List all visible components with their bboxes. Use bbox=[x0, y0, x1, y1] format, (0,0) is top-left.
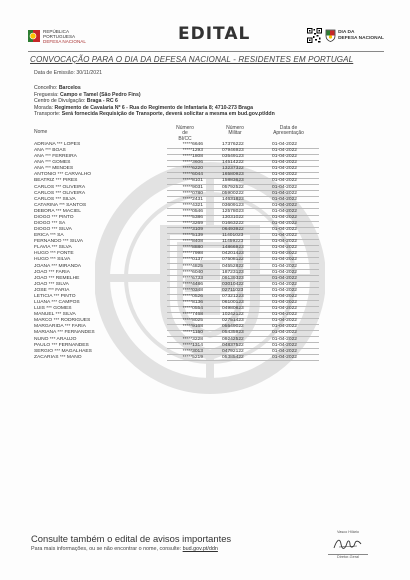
cell-date: 01-04-2022 bbox=[272, 263, 298, 269]
issue-date: Data de Emissão: 30/11/2021 bbox=[34, 70, 102, 76]
republic-flag-emblem-icon bbox=[28, 29, 40, 43]
signature-name: Vasco Hilário bbox=[336, 530, 360, 534]
cell-militar: 18723123 bbox=[222, 269, 244, 275]
cell-militar: 09139323 bbox=[222, 275, 244, 281]
cell-date: 01-04-2022 bbox=[272, 166, 298, 172]
col-bi-line-3: BI/CC bbox=[178, 135, 192, 142]
cell-name: ERICA *** SA bbox=[34, 233, 64, 239]
footer-link[interactable]: bud.gov.pt/ddn bbox=[182, 546, 218, 552]
cell-date: 01-04-2022 bbox=[272, 245, 298, 251]
concelho-value: Barcelos bbox=[58, 85, 81, 91]
cell-date: 01-04-2022 bbox=[272, 354, 298, 360]
transporte-label: Transporte: bbox=[34, 111, 61, 118]
cell-date: 01-04-2022 bbox=[272, 142, 298, 147]
cell-name: ANA *** MENDES bbox=[34, 166, 74, 172]
logo-line-2: PORTUGUESA bbox=[43, 33, 76, 39]
cell-date: 01-04-2022 bbox=[272, 275, 298, 281]
cell-militar: 03549123 bbox=[222, 154, 244, 160]
info-concelho bbox=[34, 85, 275, 92]
signature-title: Diretor-Geral bbox=[337, 555, 359, 560]
cell-date: 01-04-2022 bbox=[272, 287, 298, 293]
info-block bbox=[34, 85, 275, 118]
cell-date: 01-04-2022 bbox=[272, 281, 298, 287]
cell-militar: 03010422 bbox=[222, 281, 244, 287]
cell-date: 01-04-2022 bbox=[272, 269, 298, 275]
cell-bi: *****5139 bbox=[182, 233, 203, 239]
cell-name: JOAO *** SILVA bbox=[34, 281, 69, 287]
col-header-bi bbox=[167, 126, 203, 142]
cell-militar: 07508122 bbox=[222, 257, 244, 263]
cell-bi: *****1150 bbox=[182, 330, 203, 336]
cell-date: 01-04-2022 bbox=[272, 233, 298, 239]
cell-bi: *****0137 bbox=[182, 257, 203, 263]
cell-militar: 05900222 bbox=[222, 190, 244, 196]
cell-bi: *****8101 bbox=[182, 178, 203, 184]
cell-militar: 05792522 bbox=[222, 184, 244, 190]
cell-militar: 15883623 bbox=[222, 178, 244, 184]
cell-bi: *****4486 bbox=[182, 281, 203, 287]
signature-block bbox=[318, 530, 378, 570]
cell-date: 01-04-2022 bbox=[272, 184, 298, 190]
convocation-title: CONVOCAÇÃO PARA O DIA DA DEFESA NACIONAL - RESIDENTES EM PORTUGAL bbox=[30, 55, 354, 64]
cell-date: 01-04-2022 bbox=[272, 336, 298, 342]
col-bi-line-1: Número bbox=[176, 125, 194, 131]
cell-militar: 10242122 bbox=[222, 312, 244, 318]
cell-bi: *****8408 bbox=[182, 239, 203, 245]
page-title: EDITAL bbox=[178, 24, 251, 44]
cell-bi: *****6044 bbox=[182, 172, 203, 178]
cell-name: CARLOS *** OLIVEIRA bbox=[34, 184, 86, 190]
cell-bi: *****0546 bbox=[182, 208, 203, 214]
cell-date: 01-04-2022 bbox=[272, 172, 298, 178]
header bbox=[28, 26, 384, 50]
morada-label: Morada: bbox=[34, 104, 54, 111]
morada-value: Regimento de Cavalaria Nº 6 - Rua do Regimento de Infantaria 8; 4710-273 Braga bbox=[54, 104, 253, 111]
col-header-date bbox=[266, 126, 311, 137]
cell-name: CARLOS *** SILVA bbox=[34, 196, 76, 202]
cell-name: MARIANA *** FERNANDES bbox=[34, 330, 95, 336]
cell-bi: *****2431 bbox=[182, 196, 203, 202]
cell-militar: 01663222 bbox=[222, 221, 244, 227]
cell-date: 01-04-2022 bbox=[272, 342, 298, 348]
cell-militar: 04552822 bbox=[222, 263, 244, 269]
info-transporte bbox=[34, 111, 275, 118]
cell-name: MARGARIDA *** FARIA bbox=[34, 324, 86, 330]
cell-bi: *****9031 bbox=[182, 184, 203, 190]
ddn-shield-emblem-icon bbox=[325, 29, 336, 42]
cell-bi: *****5386 bbox=[182, 214, 203, 220]
cell-name: DIOGO *** SA bbox=[34, 221, 66, 227]
cell-bi: *****4321 bbox=[182, 202, 203, 208]
centro-label: Centro de Divulgação: bbox=[34, 98, 86, 105]
cell-date: 01-04-2022 bbox=[272, 293, 298, 299]
cell-name: JOAO *** REMELHE bbox=[34, 275, 80, 281]
col-bi-line-2: de bbox=[182, 130, 188, 137]
cell-militar: 04792122 bbox=[222, 348, 244, 354]
cell-militar: 16580923 bbox=[222, 172, 244, 178]
cell-name: LUIS *** GOMES bbox=[34, 306, 72, 312]
cell-bi: *****8136 bbox=[182, 300, 203, 306]
cell-name: ANA *** GOMES bbox=[34, 160, 71, 166]
cell-bi: *****0348 bbox=[182, 287, 203, 293]
cell-name: JOANA *** MIRANDA bbox=[34, 263, 82, 269]
cell-date: 01-04-2022 bbox=[272, 318, 298, 324]
cell-militar: 07321223 bbox=[222, 293, 244, 299]
cell-date: 01-04-2022 bbox=[272, 190, 298, 196]
cell-militar: 14514222 bbox=[222, 160, 244, 166]
cell-militar: 04980823 bbox=[222, 306, 244, 312]
cell-militar: 07946923 bbox=[222, 148, 244, 154]
cell-date: 01-04-2022 bbox=[272, 312, 298, 318]
cell-name: CATARINA *** SANTOS bbox=[34, 202, 87, 208]
cell-name: NUNO *** ARAUJO bbox=[34, 336, 77, 342]
logo-line-3: DEFESA NACIONAL bbox=[43, 38, 86, 44]
cell-name: HUGO *** FONTE bbox=[34, 251, 74, 257]
ddn-line-1: DIA DA bbox=[338, 30, 355, 36]
footer-sub-text: Para mais informações, ou se não encontrar o nome, consulte: bbox=[31, 546, 182, 552]
cell-militar: 17376222 bbox=[222, 142, 244, 147]
cell-date: 01-04-2022 bbox=[272, 196, 298, 202]
cell-date: 01-04-2022 bbox=[272, 148, 298, 154]
cell-date: 01-04-2022 bbox=[272, 227, 298, 233]
col-header-militar bbox=[217, 126, 253, 137]
transporte-value: Será fornecida Requisição de Transporte, deverá solicitar a mesma em bud.gov.pt/ddn bbox=[61, 111, 275, 118]
cell-bi: *****3109 bbox=[182, 227, 203, 233]
cell-name: MANUEL *** SILVA bbox=[34, 312, 76, 318]
cell-militar: 12578023 bbox=[222, 208, 244, 214]
cell-name: LETICIA *** PINTO bbox=[34, 293, 76, 299]
cell-bi: *****6733 bbox=[182, 275, 203, 281]
cell-militar: 14866923 bbox=[222, 245, 244, 251]
cell-bi: *****1314 bbox=[182, 342, 203, 348]
cell-bi: *****3606 bbox=[182, 160, 203, 166]
cell-name: DEBORA *** MACIEL bbox=[34, 208, 82, 214]
cell-bi: *****1293 bbox=[182, 148, 203, 154]
cell-name: ANTONIO *** CARVALHO bbox=[34, 172, 92, 178]
cell-militar: 13237322 bbox=[222, 166, 244, 172]
cell-date: 01-04-2022 bbox=[272, 160, 298, 166]
cell-bi: *****3228 bbox=[182, 336, 203, 342]
cell-militar: 04837522 bbox=[222, 342, 244, 348]
cell-date: 01-04-2022 bbox=[272, 214, 298, 220]
cell-militar: 05435923 bbox=[222, 330, 244, 336]
cell-name: JOSE *** FARIA bbox=[34, 287, 70, 293]
col-header-name: Nome bbox=[34, 129, 48, 135]
cell-bi: *****0780 bbox=[182, 190, 203, 196]
cell-militar: 05549022 bbox=[222, 324, 244, 330]
cell-name: DIOGO *** SILVA bbox=[34, 227, 72, 233]
cell-date: 01-04-2022 bbox=[272, 208, 298, 214]
handwritten-signature-icon bbox=[331, 535, 365, 553]
cell-name: FERNANDO *** SILVA bbox=[34, 239, 84, 245]
logo-line-1: REPÚBLICA bbox=[43, 28, 70, 34]
cell-date: 01-04-2022 bbox=[272, 257, 298, 263]
cell-name: DIOGO *** PINTO bbox=[34, 214, 74, 220]
cell-bi: *****3269 bbox=[182, 221, 203, 227]
cell-militar: 06493922 bbox=[222, 227, 244, 233]
cell-militar: 03609123 bbox=[222, 202, 244, 208]
cell-militar: 13031022 bbox=[222, 214, 244, 220]
col-mil-line-2: Militar bbox=[228, 130, 242, 137]
cell-date: 01-04-2022 bbox=[272, 221, 298, 227]
concelho-label: Concelho: bbox=[34, 85, 58, 91]
info-freguesia bbox=[34, 92, 275, 99]
table-row bbox=[34, 355, 379, 361]
cell-name: ADRIANA *** LOPES bbox=[34, 142, 81, 147]
cell-bi: *****6220 bbox=[182, 166, 203, 172]
republica-logo-text bbox=[43, 29, 86, 44]
cell-militar: 11459223 bbox=[222, 239, 244, 245]
cell-bi: *****7998 bbox=[182, 251, 203, 257]
cell-name: LUANA *** CAMPOS bbox=[34, 300, 80, 306]
cell-militar: 05385422 bbox=[222, 354, 244, 360]
cell-name: MARCO *** RODRIGUES bbox=[34, 318, 91, 324]
table-body bbox=[34, 142, 379, 361]
cell-date: 01-04-2022 bbox=[272, 178, 298, 184]
cell-name: SERGIO *** MAGALHAES bbox=[34, 348, 92, 354]
cell-date: 01-04-2022 bbox=[272, 202, 298, 208]
freguesia-label: Freguesia: bbox=[34, 91, 59, 98]
cell-name: BEATRIZ *** PIRES bbox=[34, 178, 78, 184]
cell-name: ANA *** FERREIRA bbox=[34, 154, 77, 160]
info-morada bbox=[34, 105, 275, 112]
ddn-line-2: DEFESA NACIONAL bbox=[338, 35, 384, 41]
cell-name: PAULO *** FERNANDES bbox=[34, 342, 89, 348]
cell-bi: *****8880 bbox=[182, 245, 203, 251]
cell-bi: *****6646 bbox=[182, 142, 203, 147]
qr-code-icon bbox=[307, 28, 322, 43]
cell-date: 01-04-2022 bbox=[272, 300, 298, 306]
cell-name: ZACARIAS *** MANO bbox=[34, 354, 82, 360]
cell-bi: *****7468 bbox=[182, 312, 203, 318]
header-divider bbox=[28, 51, 384, 52]
cell-bi: *****5219 bbox=[182, 354, 203, 360]
cell-bi: *****1808 bbox=[182, 154, 203, 160]
cell-bi: *****9168 bbox=[182, 324, 203, 330]
cell-bi: *****0526 bbox=[182, 293, 203, 299]
cell-date: 01-04-2022 bbox=[272, 348, 298, 354]
cell-militar: 09242522 bbox=[222, 336, 244, 342]
col-date-line-2: Apresentação bbox=[273, 130, 304, 137]
cell-bi: *****4825 bbox=[182, 263, 203, 269]
cell-militar: 04201423 bbox=[222, 251, 244, 257]
col-date-line-1: Data de bbox=[279, 125, 298, 131]
info-centro bbox=[34, 98, 275, 105]
cell-date: 01-04-2022 bbox=[272, 154, 298, 160]
cell-name: CARLOS *** OLIVEIRA bbox=[34, 190, 86, 196]
ddn-logo-text bbox=[338, 30, 384, 40]
cell-name: JOAO *** FARIA bbox=[34, 269, 70, 275]
freguesia-value: Campo e Tamel (São Pedro Fins) bbox=[59, 91, 141, 98]
col-mil-line-1: Número bbox=[226, 125, 244, 131]
centro-value: Braga - RC 6 bbox=[86, 98, 118, 105]
cell-militar: 06100123 bbox=[222, 300, 244, 306]
cell-militar: 02751423 bbox=[222, 318, 244, 324]
cell-bi: *****3013 bbox=[182, 348, 203, 354]
republica-logo bbox=[28, 26, 86, 46]
cell-bi: *****6040 bbox=[182, 269, 203, 275]
cell-name: FLAVIA *** SILVA bbox=[34, 245, 72, 251]
cell-date: 01-04-2022 bbox=[272, 330, 298, 336]
cell-date: 01-04-2022 bbox=[272, 306, 298, 312]
cell-militar: 11401023 bbox=[222, 233, 244, 239]
cell-date: 01-04-2022 bbox=[272, 251, 298, 257]
footer-subtext bbox=[31, 546, 218, 552]
cell-date: 01-04-2022 bbox=[272, 239, 298, 245]
footer-title: Consulte também o edital de avisos importantes bbox=[31, 533, 232, 544]
table-header bbox=[34, 126, 379, 142]
cell-name: ANA *** BOAS bbox=[34, 148, 66, 154]
cell-name: HUGO *** SILVA bbox=[34, 257, 71, 263]
ddn-logo bbox=[307, 28, 384, 43]
cell-militar: 02711023 bbox=[222, 287, 244, 293]
cell-bi: *****8025 bbox=[182, 318, 203, 324]
cell-date: 01-04-2022 bbox=[272, 324, 298, 330]
cell-militar: 14631823 bbox=[222, 196, 244, 202]
cell-bi: *****0554 bbox=[182, 306, 203, 312]
